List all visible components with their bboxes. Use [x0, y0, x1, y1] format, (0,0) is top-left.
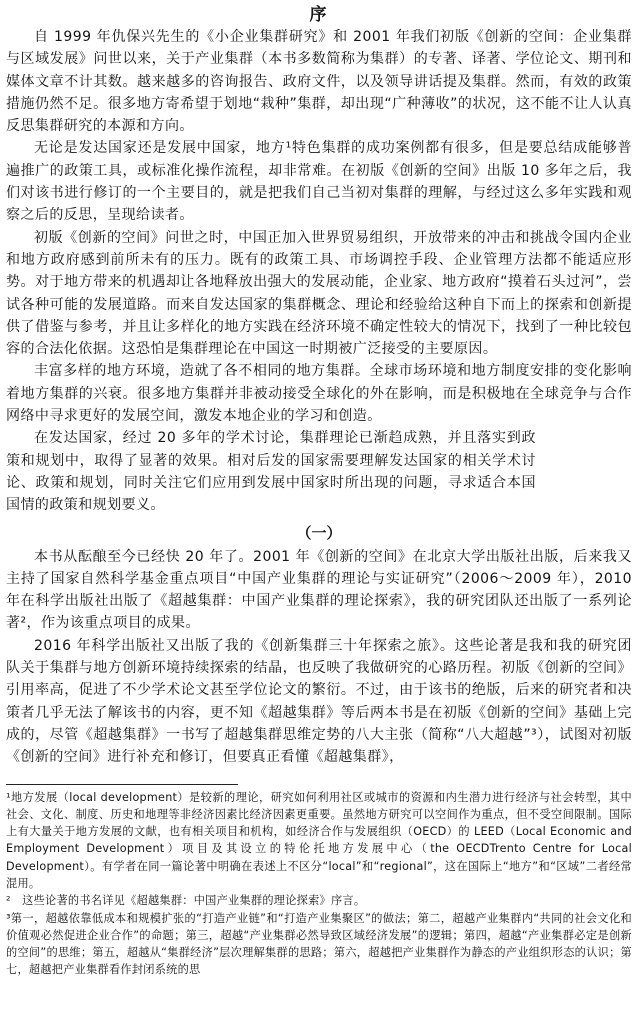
- paragraph-5: 在发达国家，经过 20 多年的学术讨论，集群理论已渐趋成熟，并且落实到政策和规划中，取得了显著的效果。相对后发的国家需要理解发达国家的相关学术讨论、政策和规划，同时关注它们应用到发展中国家时所出现的问题，寻求适合本国国情的政策和规划要义。: [6, 430, 536, 514]
- page-title: 序: [309, 5, 329, 25]
- paragraph-2: 无论是发达国家还是发展中国家，地方¹特色集群的成功案例都有很多，但是要总结成能够普遍推广的政策工具，或标准化操作流程，却非常难。在初版《创新的空间》出版 10 多年之后，我们对该书进行修订的一个主要目的，就是把我们自己当初对集群的理解，与经过这么多年实践和观察之后的反思，呈现给读者。: [6, 140, 632, 224]
- footnote-divider: [6, 784, 238, 785]
- section-paragraph-2: 2016 年科学出版社又出版了我的《创新集群三十年探索之旅》。这些论著是我和我的研究团队关于集群与地方创新环境持续探索的结晶，也反映了我做研究的心路历程。初版《创新的空间》引用率高，促进了不少学术论文甚至学位论文的繁衍。不过，由于该书的绝版，后来的研究者和决策者几乎无法了解该书的内容，更不知《超越集群》等后两本书是在初版《创新的空间》基础上完成的，尽管《超越集群》一书写了超越集群思维定势的八大主张（简称“八大超越”³），试图对初版《创新的空间》进行补充和修订，但要真正看懂《超越集群》，: [6, 637, 632, 766]
- section-heading: （一）: [296, 523, 342, 542]
- footnote-2: ² 这些论著的书名详见《超越集群：中国产业集群的理论探索》序言。: [6, 894, 366, 908]
- section-paragraph-1: 本书从酝酿至今已经快 20 年了。2001 年《创新的空间》在北京大学出版社出版，后来我又主持了国家自然科学基金重点项目“中国产业集群的理论与实证研究”（2006～2009 年），2010 年在科学出版社出版了《超越集群：中国产业集群的理论探索》，我的研究团队还出版了一系列论著²，作为该重点项目的成果。: [6, 548, 632, 632]
- footnote-1: ¹地方发展（local development）是较新的理论，研究如何利用社区或城市的资源和内生潜力进行经济与社会转型，其中社会、文化、制度、历史和地理等非经济因素比经济因素更重要。虽然地方研究可以空间作为重点，但不受空间限制。国际上有大量关于地方发展的文献，也有相关项目和机构，如经济合作与发展组织（OECD）的 LEED（Local Economic and Employment Development）项目及其设立的特伦托地方发展中心（the OECDTrento Centre for Local Development）。有学者在同一篇论著中明确在表述上不区分“local”和“regional”，这在国际上“地方”和“区域”二者经常混用。: [6, 790, 632, 890]
- paragraph-1: 自 1999 年仇保兴先生的《小企业集群研究》和 2001 年我们初版《创新的空间：企业集群与区域发展》问世以来，关于产业集群（本书多数简称为集群）的专著、译著、学位论文、期刊和媒体文章不计其数。越来越多的咨询报告、政府文件，以及领导讲话提及集群。然而，有效的政策措施仍然不足。很多地方寄希望于划地“栽种”集群，却出现“广种薄收”的状况，这不能不让人认真反思集群研究的本源和方向。: [6, 29, 632, 135]
- footnote-3: ³第一，超越依靠低成本和规模扩张的“打造产业链”和“打造产业集聚区”的做法；第二，超越产业集群内“共同的社会文化和价值观必然促进企业合作”的命题；第三，超越“产业集群必然导致区域经济发展”的逻辑；第四，超越“产业集群必定是创新的空间”的思维；第五，超越从“集群经济”层次理解集群的思路；第六，超越把产业集群作为静态的产业组织形态的认识；第七，超越把产业集群看作封闭系统的思: [6, 911, 632, 977]
- document-page: [6, 4, 632, 979]
- paragraph-3: 初版《创新的空间》问世之时，中国正加入世界贸易组织，开放带来的冲击和挑战令国内企业和地方政府感到前所未有的压力。既有的政策工具、市场调控手段、企业管理方法都不能适应形势。对于地方带来的机遇却让各地释放出强大的发展动能，企业家、地方政府“摸着石头过河”，尝试各种可能的发展道路。而来自发达国家的集群概念、理论和经验给这种自下而上的探索和创新提供了借鉴与参考，并且让多样化的地方实践在经济环境不确定性较大的情况下，找到了一种比较包容的合法化依据。这恐怕是集群理论在中国这一时期被广泛接受的主要原因。: [6, 229, 632, 358]
- paragraph-4: 丰富多样的地方环境，造就了各不相同的地方集群。全球市场环境和地方制度安排的变化影响着地方集群的兴衰。很多地方集群并非被动接受全球化的外在影响，而是积极地在全球竞争与合作网络中寻求更好的发展空间，激发本地企业的学习和创造。: [6, 363, 632, 425]
